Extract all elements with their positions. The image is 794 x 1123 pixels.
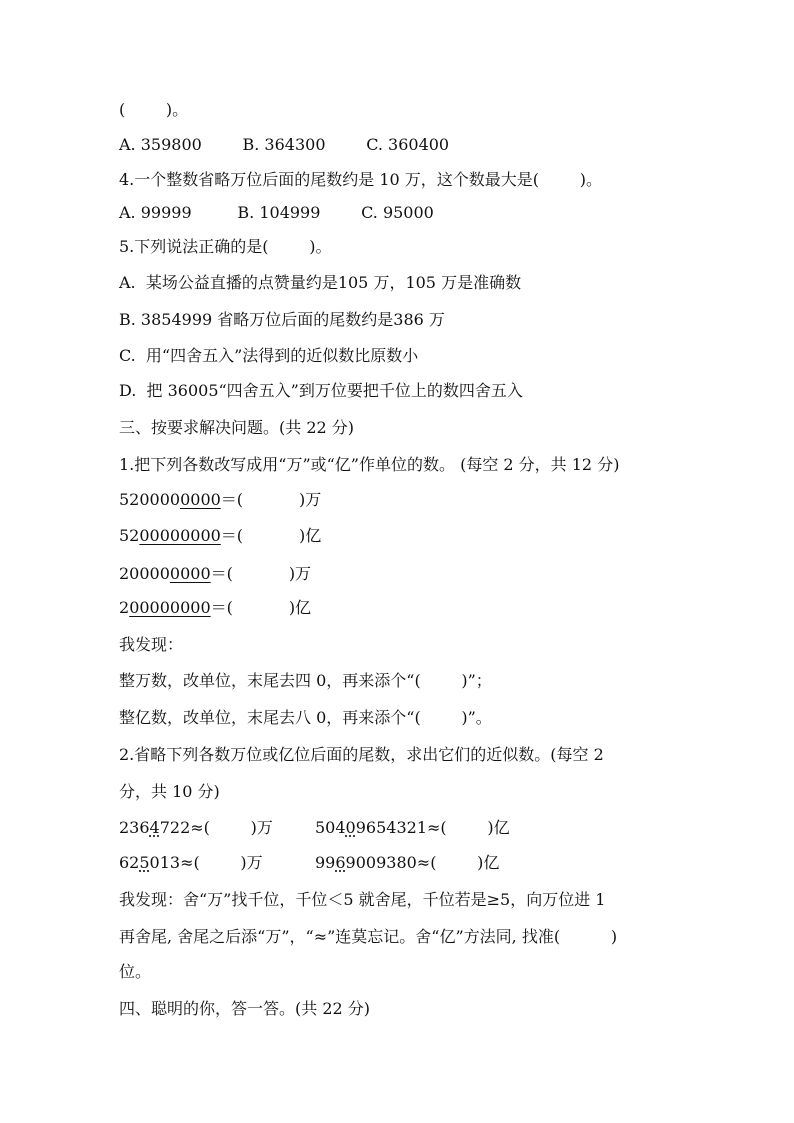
marked-digit: 0 [345,818,356,837]
q1-title: 1.把下列各数改写成用“万”或“亿”作单位的数。 (每空 2 分，共 12 分) [119,455,620,474]
section-4-heading: 四、聪明的你，答一答。(共 22 分) [119,999,371,1018]
q4-options: A. 99999 B. 104999 C. 95000 [119,203,434,222]
underlined-digits: 0000 [180,490,221,509]
q2-title-line-2: 分，共 10 分) [119,782,220,801]
underlined-digits: 00000000 [139,526,221,545]
number-text: 2 [119,598,130,617]
q2-item-b [315,818,510,838]
answer-blank: 9009380≈( )亿 [345,853,500,872]
marked-digit: 4 [149,818,160,837]
q1-row-4 [119,598,311,618]
q2-title-line-1: 2.省略下列各数万位或亿位后面的尾数，求出它们的近似数。(每空 2 [119,745,604,764]
marked-digit: 5 [139,853,150,872]
q1-row-2 [119,526,321,546]
q3-answer-blank: ( )。 [119,100,189,119]
section-3-heading: 三、按要求解决问题。(共 22 分) [119,418,355,437]
q5-option-a: A. 某场公益直播的点赞量约是105 万，105 万是准确数 [119,273,522,292]
q5-option-b: B. 3854999 省略万位后面的尾数约是386 万 [119,310,445,329]
q1-row-3 [119,564,311,584]
finding-2-line-3: 位。 [119,962,152,981]
rule-yi: 整亿数，改单位，末尾去八 0，再来添个“( )”。 [119,708,492,727]
q2-item-d [315,853,499,873]
answer-blank: ＝( )万 [210,564,312,583]
finding-2-line-1: 我发现：舍“万”找千位，千位＜5 就舍尾，千位若是≥5，向万位进 1 [119,890,606,909]
q5-option-d: D. 把 36005“四舍五入”到万位要把千位上的数四舍五入 [119,381,523,400]
number-text: 520000 [119,490,181,509]
finding-2-line-2: 再舍尾, 舍尾之后添“万”，“≈”连莫忘记。舍“亿”方法同, 找准( ) [119,927,618,946]
underlined-digits: 0000 [169,564,211,583]
number-text: 62 [119,853,140,872]
number-text: 52 [119,526,140,545]
answer-blank: 013≈( )万 [149,853,263,872]
q5-option-c: C. 用“四舍五入”法得到的近似数比原数小 [119,346,419,365]
q5-question: 5.下列说法正确的是( )。 [119,237,332,256]
answer-blank: 722≈( )万 [159,818,273,837]
underlined-digits: 00000000 [129,598,211,617]
answer-blank: 9654321≈( )亿 [355,818,510,837]
q1-row-1 [119,490,321,510]
finding-label-1: 我发现： [119,635,184,654]
number-text: 99 [315,853,336,872]
number-text: 504 [315,818,346,837]
q2-item-c [119,853,263,873]
rule-wan: 整万数，改单位，末尾去四 0，再来添个“( )”； [119,671,492,690]
q2-item-a [119,818,273,838]
answer-blank: ＝( )万 [220,490,322,509]
q4-question: 4.一个整数省略万位后面的尾数约是 10 万，这个数最大是( )。 [119,170,602,189]
q3-options: A. 359800 B. 364300 C. 360400 [119,135,450,154]
answer-blank: ＝( )亿 [210,598,312,617]
number-text: 236 [119,818,150,837]
answer-blank: ＝( )亿 [220,526,322,545]
number-text: 20000 [119,564,170,583]
marked-digit: 6 [335,853,346,872]
